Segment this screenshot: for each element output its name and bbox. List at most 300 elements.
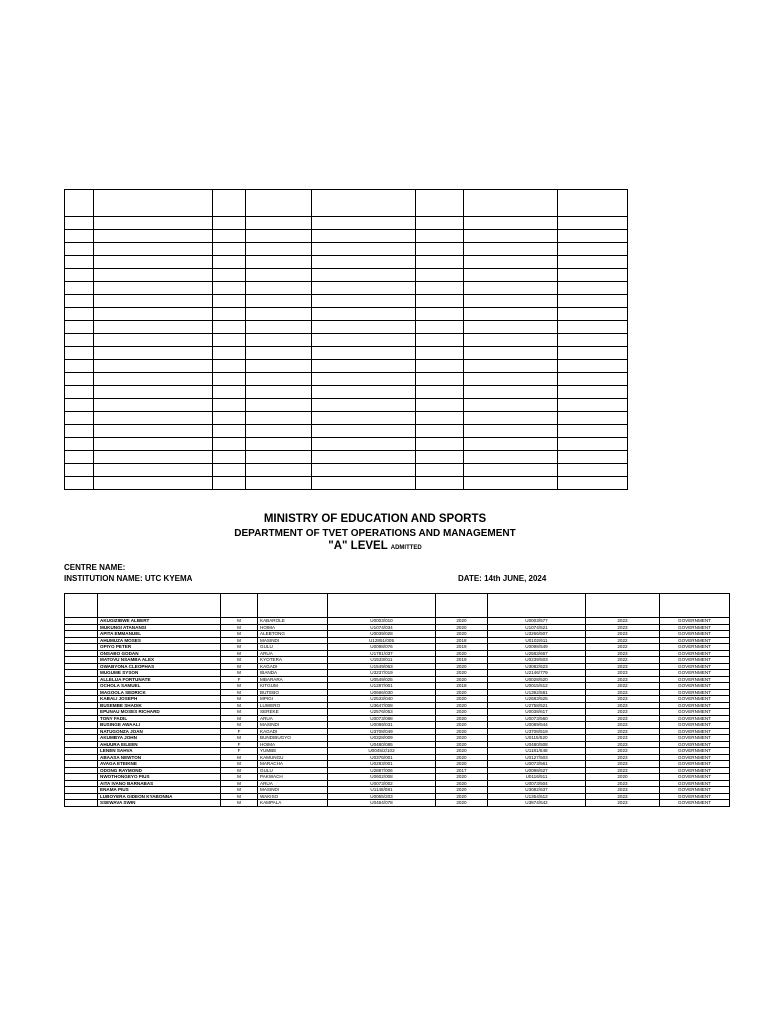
table-cell: U1549/063 <box>328 663 436 670</box>
table-cell: U2758/521 <box>488 702 586 709</box>
table-cell: 2020 <box>436 676 488 683</box>
grid-cell <box>464 451 558 464</box>
level-suffix: ADMITTED <box>390 545 422 551</box>
table-cell: U3266/507 <box>488 631 586 638</box>
table-cell: MBARARA <box>258 676 328 683</box>
table-cell: U3237/019 <box>328 670 436 677</box>
table-cell: 2023 <box>586 618 660 625</box>
table-cell: EPUNAU MOSES RICHARD <box>98 709 221 716</box>
grid-cell <box>246 282 312 295</box>
table-cell: GOVERNMENT <box>660 689 730 696</box>
grid-cell <box>312 295 416 308</box>
grid-cell <box>213 282 246 295</box>
table-cell: GOVERNMENT <box>660 748 730 755</box>
grid-cell <box>464 373 558 386</box>
grid-cell <box>246 347 312 360</box>
grid-row <box>65 399 628 412</box>
grid-cell <box>246 190 312 217</box>
table-cell: U1354/612 <box>488 793 586 800</box>
table-cell: 2020 <box>436 780 488 787</box>
grid-cell <box>416 308 464 321</box>
table-cell: AHUURA EILEEN <box>98 741 221 748</box>
grid-row <box>65 412 628 425</box>
table-cell: GOVERNMENT <box>660 728 730 735</box>
table-cell: M <box>221 683 258 690</box>
grid-cell <box>416 425 464 438</box>
table-cell: U0666/030 <box>328 689 436 696</box>
grid-cell <box>464 295 558 308</box>
grid-cell <box>416 321 464 334</box>
grid-cell <box>558 217 628 230</box>
grid-cell <box>312 321 416 334</box>
table-cell: U3082/637 <box>488 787 586 794</box>
table-cell: GOVERNMENT <box>660 696 730 703</box>
grid-cell <box>65 373 94 386</box>
table-cell: 2023 <box>586 728 660 735</box>
table-cell: ARUA <box>258 780 328 787</box>
grid-cell <box>416 412 464 425</box>
level-title: "A" LEVEL <box>328 540 388 552</box>
table-cell: 2023 <box>586 754 660 761</box>
grid-cell <box>213 399 246 412</box>
grid-cell <box>558 412 628 425</box>
grid-row <box>65 230 628 243</box>
table-cell: MASINDI <box>258 787 328 794</box>
table-cell: GOVERNMENT <box>660 761 730 768</box>
grid-cell <box>213 477 246 490</box>
table-cell: HOIMA <box>258 624 328 631</box>
table-cell: M <box>221 689 258 696</box>
table-cell: 2020 <box>436 800 488 807</box>
grid-cell <box>94 399 213 412</box>
grid-cell <box>558 190 628 217</box>
empty-grid-table <box>64 189 628 490</box>
grid-cell <box>464 412 558 425</box>
grid-cell <box>246 243 312 256</box>
table-cell: GOVERNMENT <box>660 618 730 625</box>
table-cell: U0464/078 <box>328 800 436 807</box>
centre-name-label: CENTRE NAME: <box>64 563 126 572</box>
grid-cell <box>94 464 213 477</box>
table-cell: 2023 <box>586 793 660 800</box>
grid-cell <box>558 282 628 295</box>
grid-row <box>65 425 628 438</box>
table-cell: GOVERNMENT <box>660 624 730 631</box>
table-cell: M <box>221 663 258 670</box>
grid-cell <box>213 217 246 230</box>
table-cell: APITA EMMANUEL <box>98 631 221 638</box>
table-cell: M <box>221 670 258 677</box>
table-cell: BUTEBO <box>258 689 328 696</box>
grid-cell <box>65 347 94 360</box>
grid-cell <box>65 308 94 321</box>
table-cell: M <box>221 644 258 651</box>
grid-cell <box>246 217 312 230</box>
table-cell: KABAROLE <box>258 618 328 625</box>
grid-cell <box>464 321 558 334</box>
grid-cell <box>246 386 312 399</box>
grid-cell <box>558 451 628 464</box>
grid-cell <box>312 190 416 217</box>
table-cell: GOVERNMENT <box>660 637 730 644</box>
table-cell: GOVERNMENT <box>660 735 730 742</box>
table-cell: M <box>221 702 258 709</box>
table-cell: KITGUM <box>258 683 328 690</box>
grid-cell <box>213 464 246 477</box>
grid-cell <box>65 243 94 256</box>
grid-cell <box>464 308 558 321</box>
table-cell: 2020 <box>436 793 488 800</box>
table-cell: LUWERO <box>258 702 328 709</box>
grid-cell <box>246 321 312 334</box>
grid-cell <box>416 438 464 451</box>
date-label: DATE: 14th JUNE, 2024 <box>458 574 547 583</box>
table-cell: U0045/2/102 <box>328 748 436 755</box>
grid-cell <box>416 269 464 282</box>
table-cell: ARUA <box>258 650 328 657</box>
grid-cell <box>416 217 464 230</box>
table-cell: MUGUME SYSON <box>98 670 221 677</box>
grid-cell <box>94 477 213 490</box>
grid-cell <box>464 425 558 438</box>
table-cell: U0073/561 <box>488 761 586 768</box>
table-cell: 2018 <box>436 637 488 644</box>
grid-cell <box>558 360 628 373</box>
grid-row <box>65 308 628 321</box>
grid-cell <box>65 451 94 464</box>
table-cell: 2023 <box>586 715 660 722</box>
table-cell: TONY FADIL <box>98 715 221 722</box>
table-cell: 2020 <box>586 774 660 781</box>
table-cell: MPIGI <box>258 696 328 703</box>
table-cell: GOVERNMENT <box>660 650 730 657</box>
table-cell: 2023 <box>586 702 660 709</box>
grid-cell <box>246 399 312 412</box>
grid-cell <box>94 282 213 295</box>
table-cell: ONSABO GODAN <box>98 650 221 657</box>
table-cell: U0480/508 <box>488 741 586 748</box>
table-cell: GOVERNMENT <box>660 683 730 690</box>
table-cell: GOVERNMENT <box>660 644 730 651</box>
table-cell: 2023 <box>586 735 660 742</box>
table-cell: 2023 <box>586 767 660 774</box>
grid-cell <box>94 256 213 269</box>
table-cell: M <box>221 780 258 787</box>
grid-row <box>65 321 628 334</box>
grid-cell <box>558 477 628 490</box>
grid-cell <box>213 412 246 425</box>
grid-cell <box>94 334 213 347</box>
grid-cell <box>464 256 558 269</box>
table-cell: 2023 <box>586 741 660 748</box>
table-cell: M <box>221 709 258 716</box>
grid-cell <box>464 464 558 477</box>
table-cell: KAMUNGU <box>258 754 328 761</box>
table-cell: GOVERNMENT <box>660 709 730 716</box>
table-cell: 2023 <box>586 709 660 716</box>
table-cell: U1533/011 <box>328 657 436 664</box>
grid-cell <box>94 321 213 334</box>
table-cell: M <box>221 722 258 729</box>
grid-cell <box>246 334 312 347</box>
table-cell: U1074/521 <box>488 624 586 631</box>
grid-cell <box>312 269 416 282</box>
grid-cell <box>558 464 628 477</box>
table-cell: BUSEMBE SHADIK <box>98 702 221 709</box>
grid-cell <box>94 308 213 321</box>
grid-cell <box>213 334 246 347</box>
grid-cell <box>213 230 246 243</box>
header-cell <box>258 594 328 618</box>
grid-cell <box>416 230 464 243</box>
grid-row <box>65 190 628 217</box>
table-cell: KAMPALA <box>258 800 328 807</box>
grid-cell <box>65 477 94 490</box>
grid-cell <box>558 386 628 399</box>
table-cell: M <box>221 787 258 794</box>
table-cell: HOIMA <box>258 741 328 748</box>
grid-cell <box>416 347 464 360</box>
table-cell: M <box>221 800 258 807</box>
table-cell: GOVERNMENT <box>660 657 730 664</box>
table-cell: GULU <box>258 644 328 651</box>
grid-cell <box>312 282 416 295</box>
table-cell: 2022 <box>586 657 660 664</box>
grid-cell <box>416 190 464 217</box>
table-cell: YUMBE <box>258 748 328 755</box>
grid-cell <box>94 425 213 438</box>
table-cell: 2020 <box>436 709 488 716</box>
grid-cell <box>558 230 628 243</box>
grid-cell <box>213 373 246 386</box>
grid-cell <box>416 399 464 412</box>
table-cell: 2022 <box>586 644 660 651</box>
table-cell: 2023 <box>586 722 660 729</box>
table-cell: 2020 <box>436 761 488 768</box>
grid-cell <box>464 230 558 243</box>
table-cell: 2019 <box>436 644 488 651</box>
grid-cell <box>213 386 246 399</box>
table-header-row <box>65 594 730 618</box>
table-cell: F <box>221 748 258 755</box>
table-cell: M <box>221 793 258 800</box>
table-cell: U0073/560 <box>488 715 586 722</box>
table-cell: 2020 <box>436 663 488 670</box>
table-cell: M <box>221 767 258 774</box>
table-cell: 2019 <box>436 657 488 664</box>
table-cell: MASINDI <box>258 722 328 729</box>
grid-cell <box>312 347 416 360</box>
table-cell: 2020 <box>436 689 488 696</box>
grid-cell <box>65 464 94 477</box>
table-cell: ARUA <box>258 715 328 722</box>
table-cell: U0089/544 <box>488 722 586 729</box>
table-cell: LUBOYERA GIDEON KYABONNA <box>98 793 221 800</box>
table-cell: U0073/504 <box>488 780 586 787</box>
table-cell: U0376/001 <box>328 754 436 761</box>
table-cell: U3708/519 <box>488 728 586 735</box>
table-cell: GOVERNMENT <box>660 715 730 722</box>
table-cell: WAKISO <box>258 793 328 800</box>
table-cell: MAGOOLA SEDRICK <box>98 689 221 696</box>
table-cell: GOVERNMENT <box>660 793 730 800</box>
table-cell: U0102/611 <box>488 637 586 644</box>
table-cell: NATUGONZA JOAN <box>98 728 221 735</box>
grid-cell <box>65 399 94 412</box>
table-cell: U1781/037 <box>328 650 436 657</box>
grid-cell <box>246 477 312 490</box>
table-cell: U0115/520 <box>488 735 586 742</box>
grid-cell <box>464 269 558 282</box>
grid-cell <box>312 256 416 269</box>
grid-cell <box>213 295 246 308</box>
grid-cell <box>213 243 246 256</box>
header-cell <box>586 594 660 618</box>
grid-cell <box>213 425 246 438</box>
grid-cell <box>464 217 558 230</box>
institution-name-label: INSTITUTION NAME: UTC KYEMA <box>64 574 193 583</box>
grid-cell <box>246 412 312 425</box>
table-row <box>65 800 730 807</box>
table-cell: 2020 <box>436 774 488 781</box>
grid-cell <box>416 360 464 373</box>
grid-cell <box>94 412 213 425</box>
grid-cell <box>94 373 213 386</box>
grid-cell <box>416 282 464 295</box>
grid-cell <box>558 269 628 282</box>
grid-cell <box>213 438 246 451</box>
grid-cell <box>65 256 94 269</box>
header-cell <box>488 594 586 618</box>
grid-cell <box>416 386 464 399</box>
grid-cell <box>312 438 416 451</box>
grid-cell <box>65 295 94 308</box>
table-cell: GULU <box>258 767 328 774</box>
grid-cell <box>464 334 558 347</box>
grid-cell <box>65 386 94 399</box>
grid-cell <box>246 360 312 373</box>
table-cell: 2020 <box>436 670 488 677</box>
table-cell: M <box>221 657 258 664</box>
table-cell: 2020 <box>436 618 488 625</box>
table-cell: GOVERNMENT <box>660 767 730 774</box>
table-cell: U0239/503 <box>488 657 586 664</box>
grid-cell <box>464 438 558 451</box>
grid-row <box>65 477 628 490</box>
table-cell: 2023 <box>586 650 660 657</box>
grid-cell <box>312 243 416 256</box>
table-cell: OWABYONA CLEOPHAS <box>98 663 221 670</box>
grid-cell <box>464 190 558 217</box>
table-cell: AVAGA ETEIKNE <box>98 761 221 768</box>
grid-cell <box>312 451 416 464</box>
grid-cell <box>213 190 246 217</box>
table-cell: 2023 <box>586 780 660 787</box>
grid-cell <box>213 256 246 269</box>
grid-cell <box>312 334 416 347</box>
table-cell: 2020 <box>436 754 488 761</box>
table-cell: U2683/525 <box>488 696 586 703</box>
grid-cell <box>312 412 416 425</box>
grid-cell <box>65 412 94 425</box>
grid-cell <box>416 243 464 256</box>
table-cell: 2023 <box>586 787 660 794</box>
table-cell: M <box>221 761 258 768</box>
table-cell: U0328/009 <box>328 735 436 742</box>
grid-row <box>65 269 628 282</box>
table-cell: U1287/001 <box>328 683 436 690</box>
table-cell: GOVERNMENT <box>660 754 730 761</box>
grid-cell <box>246 230 312 243</box>
grid-cell <box>213 321 246 334</box>
grid-cell <box>464 347 558 360</box>
index-cell <box>65 800 98 807</box>
table-cell: 2020 <box>436 715 488 722</box>
grid-cell <box>416 477 464 490</box>
table-cell: U0089/031 <box>328 722 436 729</box>
table-cell: F <box>221 676 258 683</box>
grid-cell <box>558 295 628 308</box>
table-cell: 2023 <box>586 689 660 696</box>
table-cell: MASINDI <box>258 637 328 644</box>
grid-cell <box>65 360 94 373</box>
table-cell: 2023 <box>586 670 660 677</box>
table-cell: KYOTERA <box>258 657 328 664</box>
table-cell: M <box>221 631 258 638</box>
grid-cell <box>65 321 94 334</box>
grid-row <box>65 256 628 269</box>
grid-cell <box>65 190 94 217</box>
header-cell <box>98 594 221 618</box>
grid-row <box>65 373 628 386</box>
grid-cell <box>558 438 628 451</box>
table-cell: GOVERNMENT <box>660 702 730 709</box>
admitted-students-table <box>64 593 730 807</box>
grid-row <box>65 334 628 347</box>
grid-cell <box>416 451 464 464</box>
table-cell: U3708/049 <box>328 728 436 735</box>
grid-cell <box>312 425 416 438</box>
grid-row <box>65 282 628 295</box>
table-cell: KAGADI <box>258 663 328 670</box>
table-cell: U0003/577 <box>488 618 586 625</box>
grid-cell <box>312 217 416 230</box>
table-cell: 2023 <box>586 748 660 755</box>
grid-cell <box>246 308 312 321</box>
grid-cell <box>416 373 464 386</box>
table-cell: 2020 <box>436 650 488 657</box>
table-cell: GOVERNMENT <box>660 774 730 781</box>
grid-cell <box>464 477 558 490</box>
table-cell: U0283/001 <box>328 761 436 768</box>
grid-cell <box>246 256 312 269</box>
table-cell: U0480/085 <box>328 741 436 748</box>
table-cell: U1074/034 <box>328 624 436 631</box>
table-cell: 2020 <box>436 748 488 755</box>
table-cell: M <box>221 650 258 657</box>
grid-cell <box>558 308 628 321</box>
grid-cell <box>558 347 628 360</box>
table-cell: U0116/511 <box>488 774 586 781</box>
table-cell: SSEWAVA SWIN <box>98 800 221 807</box>
grid-cell <box>246 425 312 438</box>
grid-cell <box>94 438 213 451</box>
table-cell: M <box>221 774 258 781</box>
grid-cell <box>65 438 94 451</box>
header-cell <box>221 594 258 618</box>
table-cell: ABAASA NEWTON <box>98 754 221 761</box>
table-cell: 2022 <box>586 637 660 644</box>
